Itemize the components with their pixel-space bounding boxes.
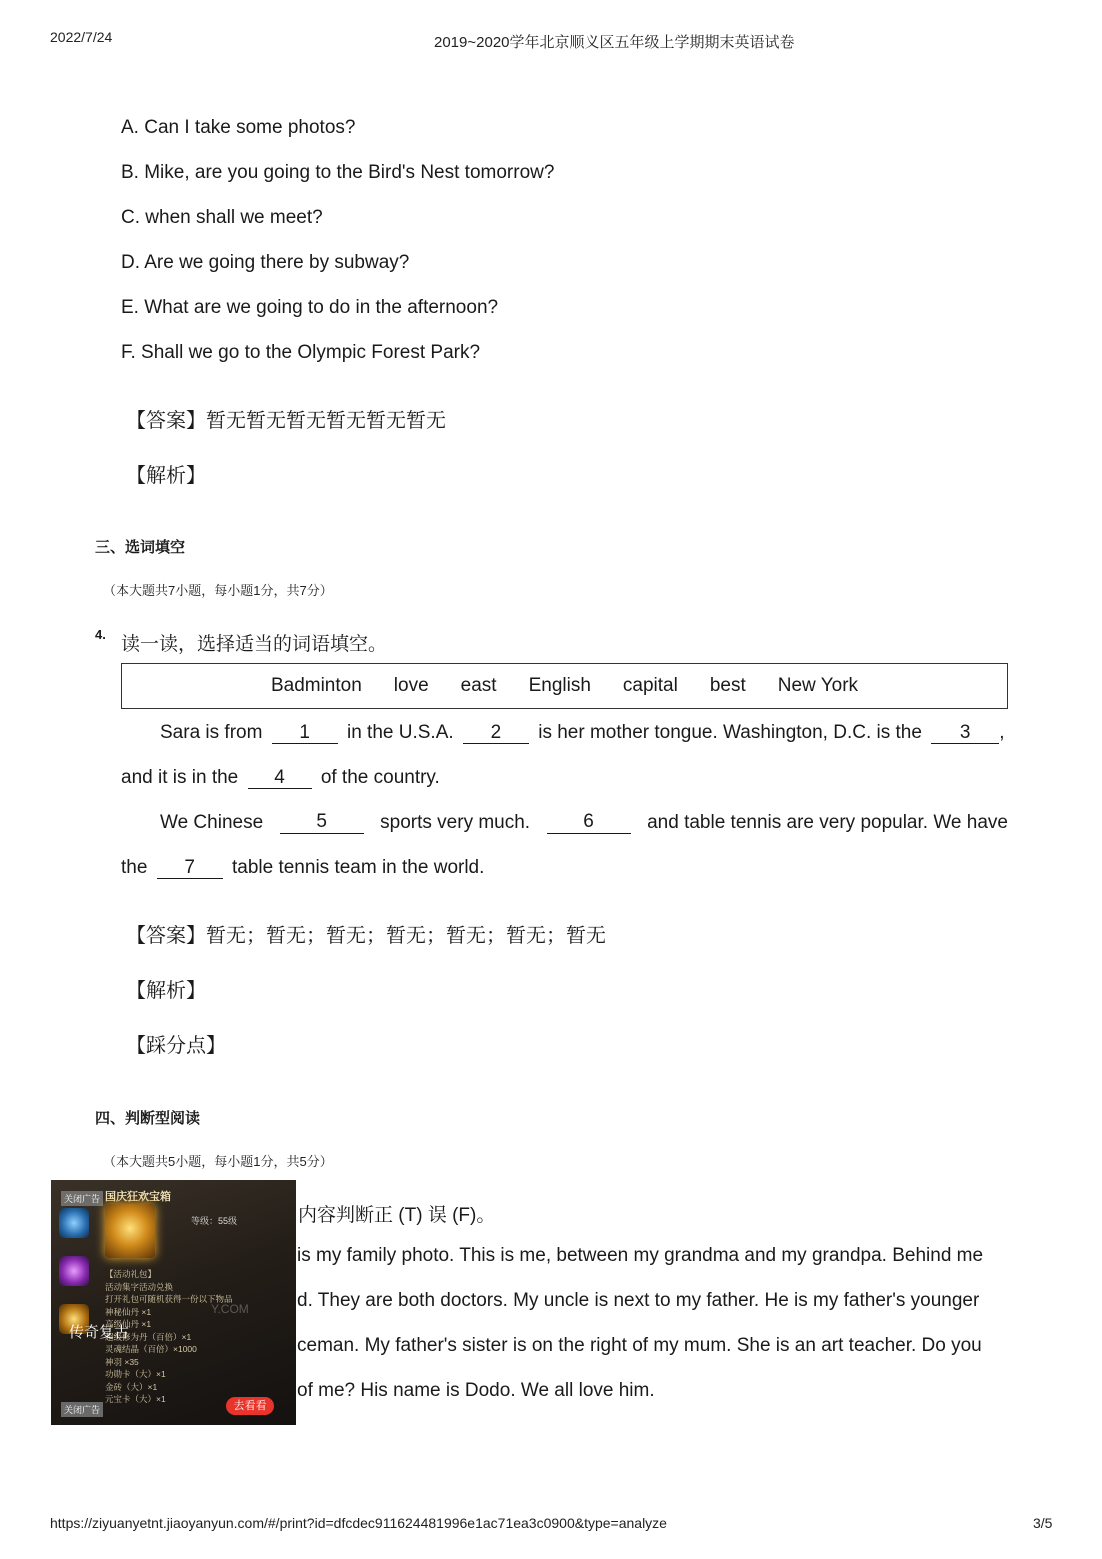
ad-line: 神羽 ×35 [105, 1356, 139, 1367]
blank-4: 4 [248, 768, 312, 789]
ad-line: 打开礼包可随机获得一份以下物品 [105, 1294, 233, 1304]
word-bank-item: love [393, 675, 429, 696]
passage-text: We Chinese [160, 812, 264, 833]
passage-text: of the country. [320, 767, 440, 788]
word-bank-item: New York [777, 675, 859, 696]
blank-1: 1 [272, 723, 338, 744]
ad-line: 灵魂结晶（百倍）×1000 [105, 1344, 197, 1354]
ad-line: 活动集字活动兑换 [105, 1281, 174, 1292]
word-bank-item: Badminton [270, 675, 362, 696]
passage-text: table tennis team in the world. [231, 857, 485, 878]
ad-line: 功勋卡（大）×1 [105, 1369, 166, 1379]
word-bank-item: east [460, 675, 497, 696]
ad-line: 【活动礼包】 [105, 1269, 157, 1279]
passage-text: Sara is from [160, 722, 263, 743]
blue-chest-icon [59, 1208, 89, 1238]
footer-url: https://ziyuanyetnt.jiaoyanyun.com/#/print?id=dfcdec911624481996e1ac71ea3c0900&type=analyze [50, 1515, 667, 1531]
q5-instruction: 内容判断正 (T) 误 (F)。 [298, 1205, 496, 1226]
ad-brand: 传奇复古 [69, 1324, 130, 1341]
ad-cta-button[interactable]: 去看看 [226, 1397, 274, 1415]
q4-analysis: 【解析】 [126, 980, 206, 1002]
passage-text: and it is in the [121, 767, 239, 788]
word-bank [121, 663, 1008, 709]
reading-line-1: is my family photo. This is me, between my grandma and my grandpa. Behind me [297, 1245, 984, 1266]
passage-text: and table tennis are very popular. We have [647, 812, 1008, 833]
ad-line: 高级仙丹 ×1 [105, 1319, 152, 1329]
q3-analysis: 【解析】 [126, 465, 206, 487]
blank-3: 3 [931, 723, 999, 744]
option-b: B. Mike, are you going to the Bird's Nest tomorrow? [121, 162, 555, 183]
section-4-note: （本大题共5小题，每小题1分，共5分） [103, 1154, 333, 1169]
section-3-note: （本大题共7小题，每小题1分，共7分） [103, 583, 333, 598]
section-3-title: 三、选词填空 [95, 539, 186, 556]
passage-text: the [121, 857, 148, 878]
ad-line: 神秘仙丹 ×1 [105, 1306, 152, 1317]
passage-text: , [999, 722, 1005, 743]
q3-answer: 【答案】暂无暂无暂无暂无暂无暂无 [126, 410, 446, 432]
word-bank-item: capital [622, 675, 678, 696]
reading-line-2: d. They are both doctors. My uncle is next to my father. He is my father's younger [297, 1290, 980, 1311]
passage-text: in the U.S.A. [346, 722, 454, 743]
close-ad-button-top[interactable]: 关闭广告 [61, 1191, 103, 1206]
option-a: A. Can I take some photos? [121, 117, 356, 138]
blank-5: 5 [280, 812, 364, 834]
passage-text: is her mother tongue. Washington, D.C. is the [538, 722, 922, 743]
ad-line: 元宝卡（大）×1 [105, 1394, 166, 1404]
passage-line-4 [121, 857, 484, 879]
question-number: 4. [95, 627, 106, 642]
close-ad-button-bottom[interactable]: 关闭广告 [61, 1402, 103, 1417]
blank-2: 2 [463, 723, 529, 744]
passage-line-2 [121, 767, 440, 789]
purple-chest-icon [59, 1256, 89, 1286]
passage-text: sports very much. [380, 812, 531, 833]
option-f: F. Shall we go to the Olympic Forest Park? [121, 342, 481, 363]
advertisement[interactable] [51, 1180, 296, 1425]
reading-line-3: ceman. My father's sister is on the right of my mum. She is an art teacher. Do you [297, 1335, 982, 1356]
blank-7: 7 [157, 858, 223, 879]
document-title: 2019~2020学年北京顺义区五年级上学期期末英语试卷 [434, 34, 795, 51]
blank-6: 6 [547, 812, 631, 834]
page-number: 3/5 [1033, 1515, 1053, 1531]
reading-line-4: of me? His name is Dodo. We all love him. [297, 1380, 655, 1401]
ad-title: 国庆狂欢宝箱 [105, 1191, 171, 1203]
ad-watermark: Y.COM [211, 1302, 249, 1316]
ad-line: 超级修为丹（百倍）×1 [105, 1331, 192, 1342]
q4-scoring-points: 【踩分点】 [126, 1035, 226, 1057]
passage-line-3 [160, 812, 1008, 834]
passage-line-1 [160, 722, 1004, 744]
word-bank-item: best [709, 675, 746, 696]
ad-line: 金砖（大）×1 [105, 1381, 158, 1392]
word-bank-item: English [528, 675, 591, 696]
section-4-title: 四、判断型阅读 [95, 1110, 201, 1127]
q4-instruction: 读一读，选择适当的词语填空。 [121, 634, 388, 655]
option-e: E. What are we going to do in the afternoon? [121, 297, 499, 318]
ad-level: 等级：55级 [191, 1216, 238, 1226]
option-d: D. Are we going there by subway? [121, 252, 410, 273]
print-date: 2022/7/24 [50, 29, 113, 45]
treasure-chest-icon [105, 1204, 155, 1258]
option-c: C. when shall we meet? [121, 207, 323, 228]
q4-answer: 【答案】暂无；暂无；暂无；暂无；暂无；暂无；暂无 [126, 925, 606, 947]
